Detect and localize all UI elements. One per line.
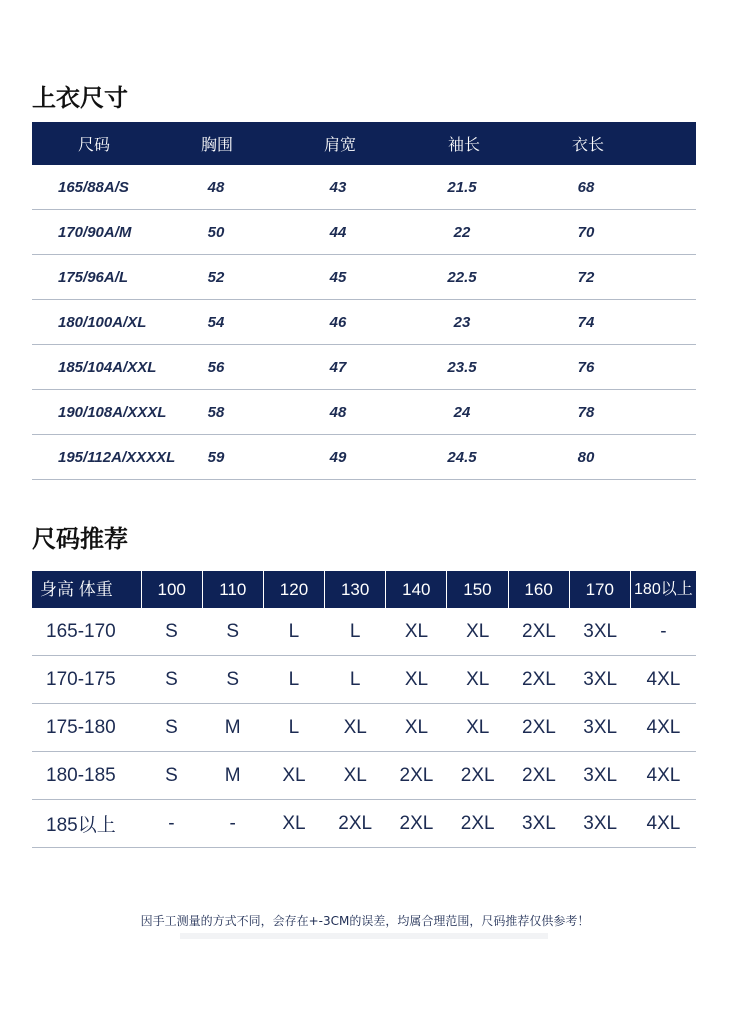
- size-cell: M: [224, 764, 241, 786]
- size-cell: 3XL: [583, 620, 618, 642]
- measure-cell: 76: [577, 358, 595, 376]
- header-weight: 140: [385, 571, 446, 608]
- table-row: [32, 656, 696, 704]
- size-cell: XL: [466, 716, 490, 738]
- recommend-title: 尺码推荐: [32, 525, 128, 553]
- size-cell: 4XL: [646, 764, 681, 786]
- top-size-table: [32, 122, 696, 480]
- size-cell: S: [226, 668, 240, 690]
- measure-cell: 44: [329, 223, 347, 241]
- size-cell: 3XL: [583, 668, 618, 690]
- top-size-title: 上衣尺寸: [32, 84, 128, 112]
- size-cell: L: [288, 620, 300, 642]
- height-cell: 165-170: [46, 620, 116, 642]
- recommend-header-row: [32, 571, 696, 608]
- size-cell: S: [165, 668, 178, 690]
- size-cell: 2XL: [338, 812, 373, 834]
- header-weight: 150: [446, 571, 507, 608]
- measure-cell: 45: [329, 268, 347, 286]
- measure-cell: 23.5: [447, 358, 477, 376]
- header-weight: 100: [141, 571, 202, 608]
- table-row: [32, 300, 696, 345]
- measure-cell: 24: [453, 403, 471, 421]
- size-cell: S: [226, 620, 240, 642]
- table-row: [32, 752, 696, 800]
- table-row: [32, 210, 696, 255]
- size-cell: 4XL: [646, 812, 681, 834]
- size-cell: 2XL: [399, 764, 434, 786]
- measure-cell: 68: [577, 178, 595, 196]
- note-underline: [180, 933, 548, 939]
- size-cell: 2XL: [460, 812, 495, 834]
- header-chest: 胸围: [200, 135, 233, 154]
- table-row: [32, 345, 696, 390]
- size-cell: 2XL: [522, 716, 556, 738]
- size-cell: 3XL: [583, 716, 618, 738]
- size-cell: S: [165, 764, 178, 786]
- size-cell: S: [165, 620, 178, 642]
- size-cell: 3XL: [583, 812, 618, 834]
- size-cell: 2XL: [460, 764, 495, 786]
- measure-cell: 72: [577, 268, 595, 286]
- table-row: [32, 255, 696, 300]
- header-weight: 130: [324, 571, 385, 608]
- height-cell: 170-175: [46, 668, 116, 690]
- size-cell: 2XL: [522, 668, 556, 690]
- table-row: [32, 704, 696, 752]
- measure-cell: 22: [453, 223, 471, 241]
- size-cell: 190/108A/XXXL: [58, 403, 167, 421]
- size-cell: XL: [282, 812, 306, 834]
- measure-cell: 46: [329, 313, 347, 331]
- measure-cell: 48: [207, 178, 225, 196]
- recommend-body: [32, 608, 696, 848]
- size-cell: 2XL: [522, 764, 556, 786]
- measure-cell: 59: [207, 448, 225, 466]
- measure-cell: 47: [329, 358, 347, 376]
- size-cell: 180/100A/XL: [58, 313, 147, 331]
- measure-cell: 24.5: [447, 448, 477, 466]
- measure-cell: 43: [329, 178, 347, 196]
- size-cell: S: [165, 716, 178, 738]
- size-cell: XL: [343, 764, 367, 786]
- size-cell: XL: [404, 668, 429, 690]
- size-cell: 2XL: [522, 620, 556, 642]
- measure-cell: 52: [207, 268, 225, 286]
- measure-cell: 23: [453, 313, 471, 331]
- height-cell: 175-180: [46, 716, 116, 738]
- size-cell: 175/96A/L: [58, 268, 129, 286]
- size-cell: L: [349, 620, 361, 642]
- size-cell: -: [229, 812, 236, 834]
- top-size-body: [32, 165, 696, 480]
- measure-cell: 80: [577, 448, 595, 466]
- recommend-table: [32, 571, 696, 848]
- measure-cell: 56: [207, 358, 225, 376]
- height-cell: 185以上: [46, 815, 116, 836]
- measure-cell: 50: [207, 223, 225, 241]
- header-length: 衣长: [571, 135, 604, 154]
- size-cell: L: [288, 716, 300, 738]
- size-cell: 4XL: [646, 716, 681, 738]
- measure-cell: 22.5: [447, 268, 477, 286]
- table-row: [32, 435, 696, 480]
- header-weight: 110: [202, 571, 263, 608]
- table-row: [32, 390, 696, 435]
- header-weight: 120: [263, 571, 324, 608]
- size-cell: 165/88A/S: [58, 178, 129, 196]
- size-cell: XL: [282, 764, 306, 786]
- size-cell: XL: [404, 620, 429, 642]
- size-cell: XL: [343, 716, 367, 738]
- header-weight: 180以上: [630, 571, 696, 608]
- measure-cell: 49: [329, 448, 347, 466]
- size-cell: 3XL: [522, 812, 556, 834]
- header-weight: 170: [569, 571, 630, 608]
- table-row: [32, 165, 696, 210]
- header-size: 尺码: [77, 135, 110, 154]
- disclaimer-note: 因手工测量的方式不同，会存在+-3CM的误差，均属合理范围，尺码推荐仅供参考！: [140, 914, 590, 928]
- measure-cell: 54: [207, 313, 225, 331]
- size-cell: -: [168, 812, 175, 834]
- measure-cell: 70: [577, 223, 595, 241]
- header-shoulder: 肩宽: [323, 135, 356, 154]
- header-height-weight: 身高 体重: [40, 580, 113, 599]
- header-sleeve: 袖长: [447, 135, 480, 154]
- size-cell: L: [288, 668, 300, 690]
- top-size-header-row: [32, 122, 696, 165]
- size-cell: XL: [404, 716, 429, 738]
- size-cell: M: [224, 716, 241, 738]
- size-cell: 4XL: [646, 668, 681, 690]
- measure-cell: 74: [577, 313, 595, 331]
- table-row: [32, 800, 696, 848]
- measure-cell: 48: [329, 403, 347, 421]
- measure-cell: 21.5: [447, 178, 477, 196]
- measure-cell: 78: [577, 403, 595, 421]
- size-cell: XL: [466, 620, 490, 642]
- size-cell: 170/90A/M: [58, 223, 132, 241]
- header-weight: 160: [508, 571, 569, 608]
- measure-cell: 58: [207, 403, 225, 421]
- size-cell: -: [660, 620, 667, 642]
- size-cell: 2XL: [399, 812, 434, 834]
- size-cell: 185/104A/XXL: [58, 358, 157, 376]
- size-cell: XL: [466, 668, 490, 690]
- size-cell: 195/112A/XXXXL: [58, 448, 176, 466]
- height-cell: 180-185: [46, 764, 116, 786]
- size-cell: L: [349, 668, 361, 690]
- size-cell: 3XL: [583, 764, 618, 786]
- table-row: [32, 608, 696, 656]
